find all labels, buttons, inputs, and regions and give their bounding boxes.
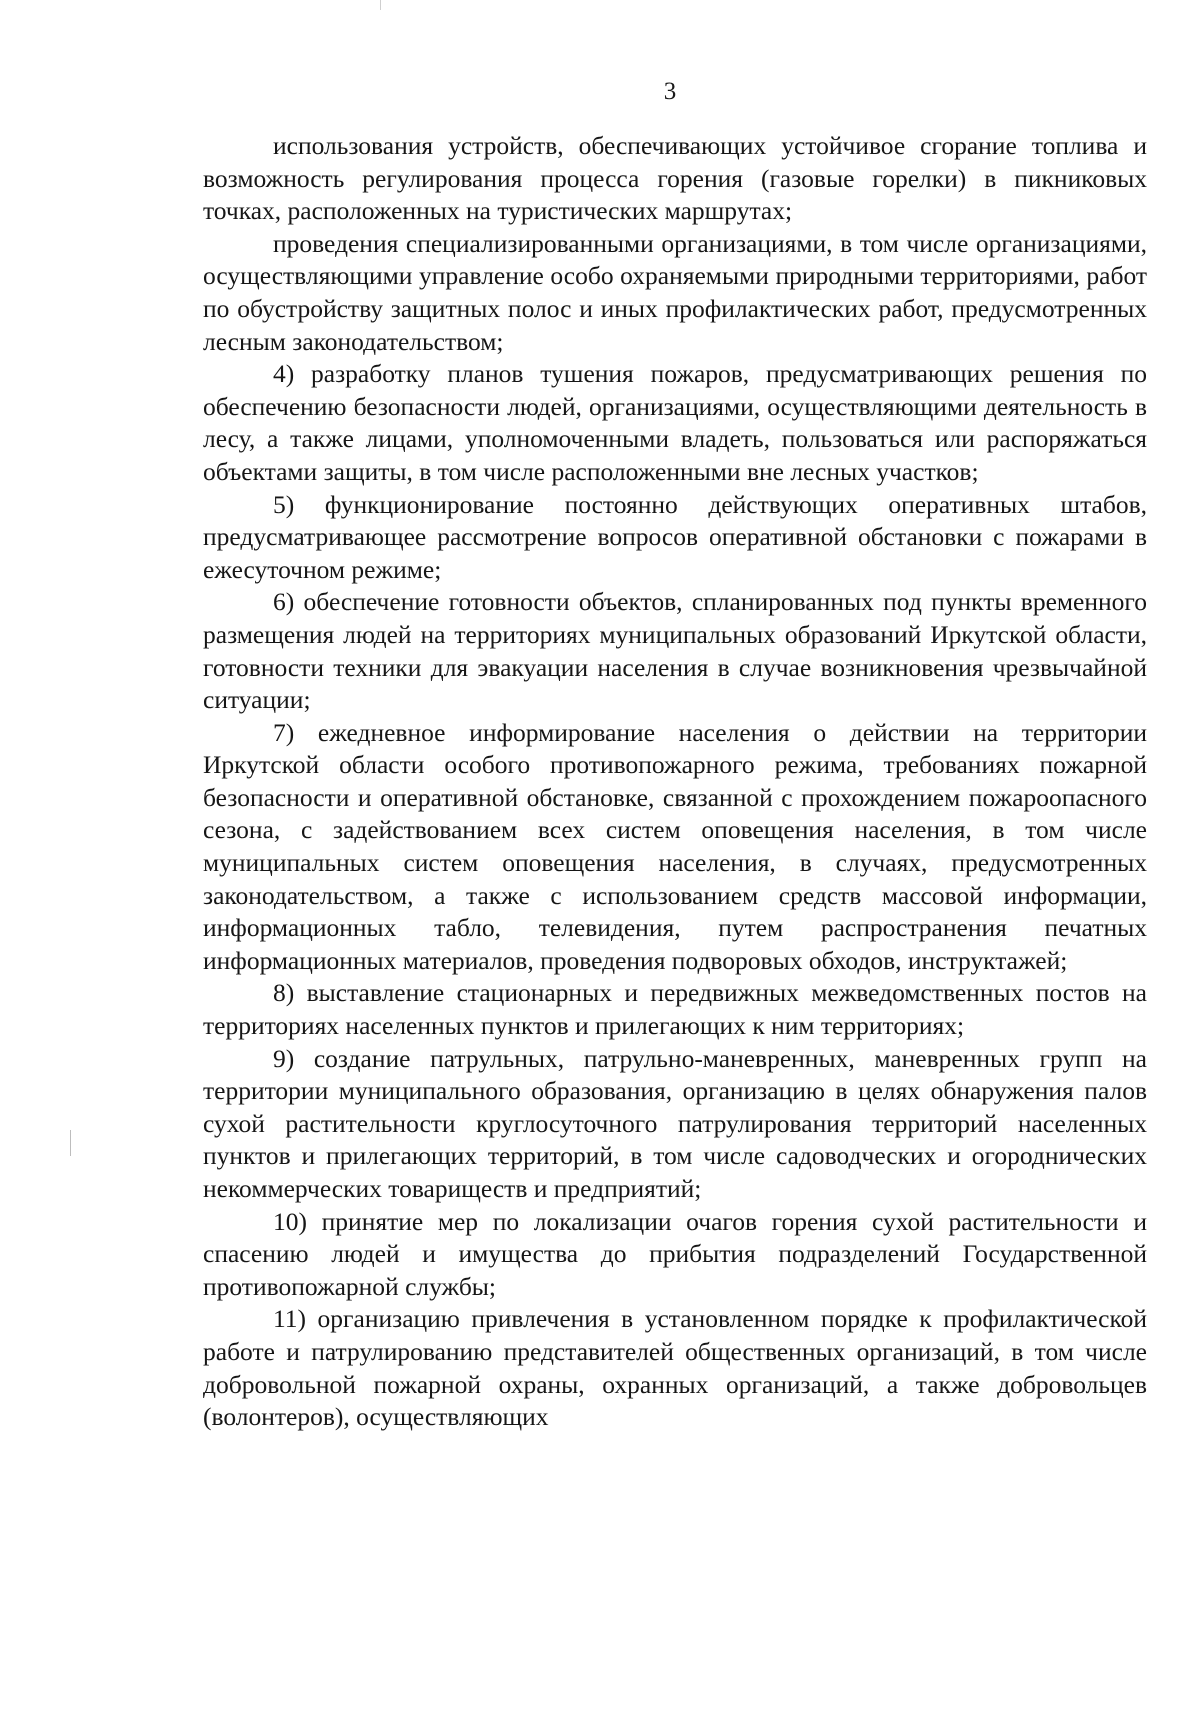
page-number: 3: [663, 78, 677, 105]
paragraph-item-5: 5) функционирование постоянно действующих оперативных штабов, предусматривающее рассмотрение вопросов оперативной обстановки с пожарами в ежесуточном режиме;: [203, 489, 1147, 584]
paragraph-item-10: 10) принятие мер по локализации очагов горения сухой растительности и спасению людей и имущества до прибытия подразделений Государственной противопожарной службы;: [203, 1206, 1147, 1301]
paragraph-item-8: 8) выставление стационарных и передвижных межведомственных постов на территориях населенных пунктов и прилегающих к ним территориях;: [203, 978, 1147, 1041]
paragraph-item-6: 6) обеспечение готовности объектов, спланированных под пункты временного размещения людей на территориях муниципальных образований Иркутской области, готовности техники для эвакуации населения в случае возникновения чрезвычайной ситуации;: [203, 587, 1147, 715]
paragraph-gas-burners: использования устройств, обеспечивающих устойчивое сгорание топлива и возможность регулирования процесса горения (газовые горелки) в пикниковых точках, расположенных на туристических маршрутах;: [203, 131, 1147, 226]
paragraph-item-7: 7) ежедневное информирование населения о действии на территории Иркутской области особого противопожарного режима, требованиях пожарной безопасности и оперативной обстановке, связанной с прохождением пожароопасного сезона, с задействованием всех систем оповещения населения, в том числе муниципальных систем оповещения населения, в случаях, предусмотренных законодательством, а также с использованием средств массовой информации, информационных табло, телевидения, путем распространения печатных информационных материалов, проведения подворовых обходов, инструктажей;: [203, 717, 1147, 975]
paragraph-item-11: 11) организацию привлечения в установленном порядке к профилактической работе и патрулированию представителей общественных организаций, в том числе добровольной пожарной охраны, охранных организаций, а также добровольцев (волонтеров), осуществляющих: [203, 1304, 1147, 1432]
scan-artifact: [380, 0, 381, 10]
document-body: [203, 130, 1147, 1434]
scan-artifact-margin: [70, 1130, 71, 1156]
paragraph-item-9: 9) создание патрульных, патрульно-маневренных, маневренных групп на территории муниципального образования, организацию в целях обнаружения палов сухой растительности круглосуточного патрулирования территорий населенных пунктов и прилегающих территорий, в том числе садоводческих и огороднических некоммерческих товариществ и предприятий;: [203, 1043, 1147, 1203]
paragraph-protective-strips: проведения специализированными организациями, в том числе организациями, осуществляющими управление особо охраняемыми природными территориями, работ по обустройству защитных полос и иных профилактических работ, предусмотренных лесным законодательством;: [203, 228, 1147, 356]
paragraph-item-4: 4) разработку планов тушения пожаров, предусматривающих решения по обеспечению безопасности людей, организациями, осуществляющими деятельность в лесу, а также лицами, уполномоченными владеть, пользоваться или распоряжаться объектами защиты, в том числе расположенными вне лесных участков;: [203, 359, 1147, 486]
